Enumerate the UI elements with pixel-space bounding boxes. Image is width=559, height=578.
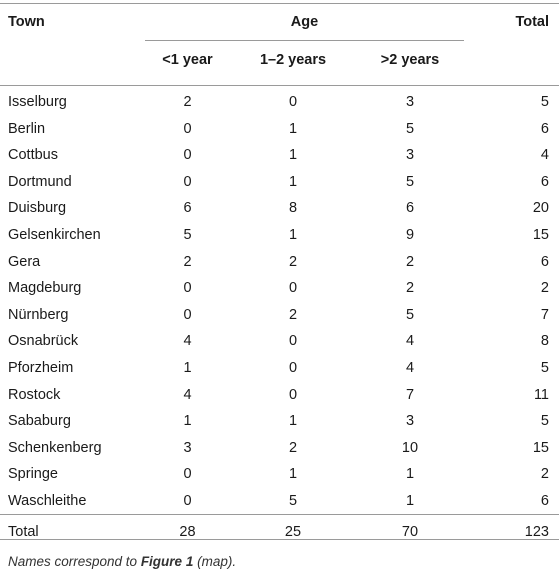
cell-lt1: 0	[183, 280, 192, 296]
cell-1-2: 2	[288, 307, 298, 323]
cell-lt1: 0	[183, 493, 192, 509]
cell-gt2: 3	[405, 147, 415, 163]
cell-town: Isselburg	[8, 94, 67, 110]
cell-1-2: 0	[288, 360, 298, 376]
cell-total: 15	[532, 440, 549, 456]
cell-1-2: 1	[288, 227, 298, 243]
table-footnote	[8, 554, 236, 569]
cell-total: 5	[540, 360, 549, 376]
cell-1-2: 0	[288, 333, 298, 349]
cell-town: Waschleithe	[8, 493, 87, 509]
cell-town: Cottbus	[8, 147, 58, 163]
totals-top-rule	[0, 514, 559, 515]
cell-town: Springe	[8, 466, 58, 482]
cell-gt2: 3	[405, 413, 415, 429]
cell-total: 6	[540, 121, 549, 137]
totals-total: 123	[524, 524, 549, 540]
cell-town: Magdeburg	[8, 280, 82, 296]
cell-town: Gera	[8, 254, 41, 270]
cell-total: 7	[540, 307, 549, 323]
cell-gt2: 10	[401, 440, 419, 456]
cell-1-2: 1	[288, 174, 298, 190]
cell-gt2: 6	[405, 200, 415, 216]
header-town: Town	[8, 14, 45, 30]
cell-1-2: 8	[288, 200, 298, 216]
cell-lt1: 4	[183, 387, 192, 403]
cell-gt2: 4	[405, 333, 415, 349]
cell-lt1: 5	[183, 227, 192, 243]
header-age-gt2: >2 years	[380, 52, 440, 68]
cell-gt2: 5	[405, 121, 415, 137]
header-age-1-2: 1–2 years	[259, 52, 327, 68]
cell-1-2: 2	[288, 254, 298, 270]
cell-1-2: 2	[288, 440, 298, 456]
cell-gt2: 2	[405, 254, 415, 270]
cell-lt1: 2	[183, 254, 192, 270]
cell-1-2: 1	[288, 121, 298, 137]
cell-gt2: 1	[405, 466, 415, 482]
cell-gt2: 5	[405, 174, 415, 190]
cell-total: 2	[540, 466, 549, 482]
cell-1-2: 1	[288, 466, 298, 482]
footnote-suffix: (map).	[193, 554, 237, 569]
cell-town: Nürnberg	[8, 307, 69, 323]
totals-label: Total	[8, 524, 39, 540]
cell-lt1: 0	[183, 307, 192, 323]
cell-total: 20	[532, 200, 549, 216]
cell-1-2: 0	[288, 280, 298, 296]
cell-town: Duisburg	[8, 200, 67, 216]
cell-total: 5	[540, 413, 549, 429]
cell-town: Gelsenkirchen	[8, 227, 101, 243]
cell-1-2: 1	[288, 413, 298, 429]
table-bottom-rule	[0, 539, 559, 540]
header-bottom-rule	[0, 85, 559, 86]
cell-lt1: 0	[183, 174, 192, 190]
cell-lt1: 2	[183, 94, 192, 110]
cell-total: 8	[540, 333, 549, 349]
header-age-lt1: <1 year	[162, 52, 213, 68]
cell-lt1: 4	[183, 333, 192, 349]
cell-town: Osnabrück	[8, 333, 79, 349]
cell-lt1: 0	[183, 121, 192, 137]
cell-lt1: 0	[183, 147, 192, 163]
cell-lt1: 0	[183, 466, 192, 482]
cell-total: 6	[540, 174, 549, 190]
cell-town: Sababurg	[8, 413, 71, 429]
cell-lt1: 6	[183, 200, 192, 216]
totals-gt2: 70	[401, 524, 419, 540]
cell-1-2: 0	[288, 387, 298, 403]
cell-total: 5	[540, 94, 549, 110]
cell-1-2: 0	[288, 94, 298, 110]
cell-total: 6	[540, 254, 549, 270]
cell-total: 4	[540, 147, 549, 163]
cell-total: 11	[533, 387, 549, 403]
cell-lt1: 1	[183, 413, 192, 429]
cell-lt1: 1	[183, 360, 192, 376]
header-total: Total	[515, 14, 549, 30]
totals-lt1: 28	[179, 524, 196, 540]
cell-town: Rostock	[8, 387, 61, 403]
cell-gt2: 4	[405, 360, 415, 376]
cell-town: Schenkenberg	[8, 440, 102, 456]
cell-gt2: 7	[405, 387, 415, 403]
footnote-figure-ref: Figure 1	[140, 554, 194, 569]
cell-gt2: 3	[405, 94, 415, 110]
cell-gt2: 9	[405, 227, 415, 243]
age-subheader-rule	[145, 40, 464, 41]
cell-lt1: 3	[183, 440, 192, 456]
table-top-rule	[0, 3, 559, 4]
cell-1-2: 5	[288, 493, 298, 509]
cell-town: Berlin	[8, 121, 46, 137]
cell-gt2: 1	[405, 493, 415, 509]
cell-gt2: 5	[405, 307, 415, 323]
cell-gt2: 2	[405, 280, 415, 296]
header-age: Age	[290, 14, 319, 30]
cell-total: 15	[532, 227, 549, 243]
cell-total: 2	[540, 280, 549, 296]
cell-town: Pforzheim	[8, 360, 74, 376]
cell-total: 6	[540, 493, 549, 509]
footnote-prefix: Names correspond to	[8, 554, 141, 569]
cell-1-2: 1	[288, 147, 298, 163]
totals-1-2: 25	[284, 524, 302, 540]
cell-town: Dortmund	[8, 174, 72, 190]
